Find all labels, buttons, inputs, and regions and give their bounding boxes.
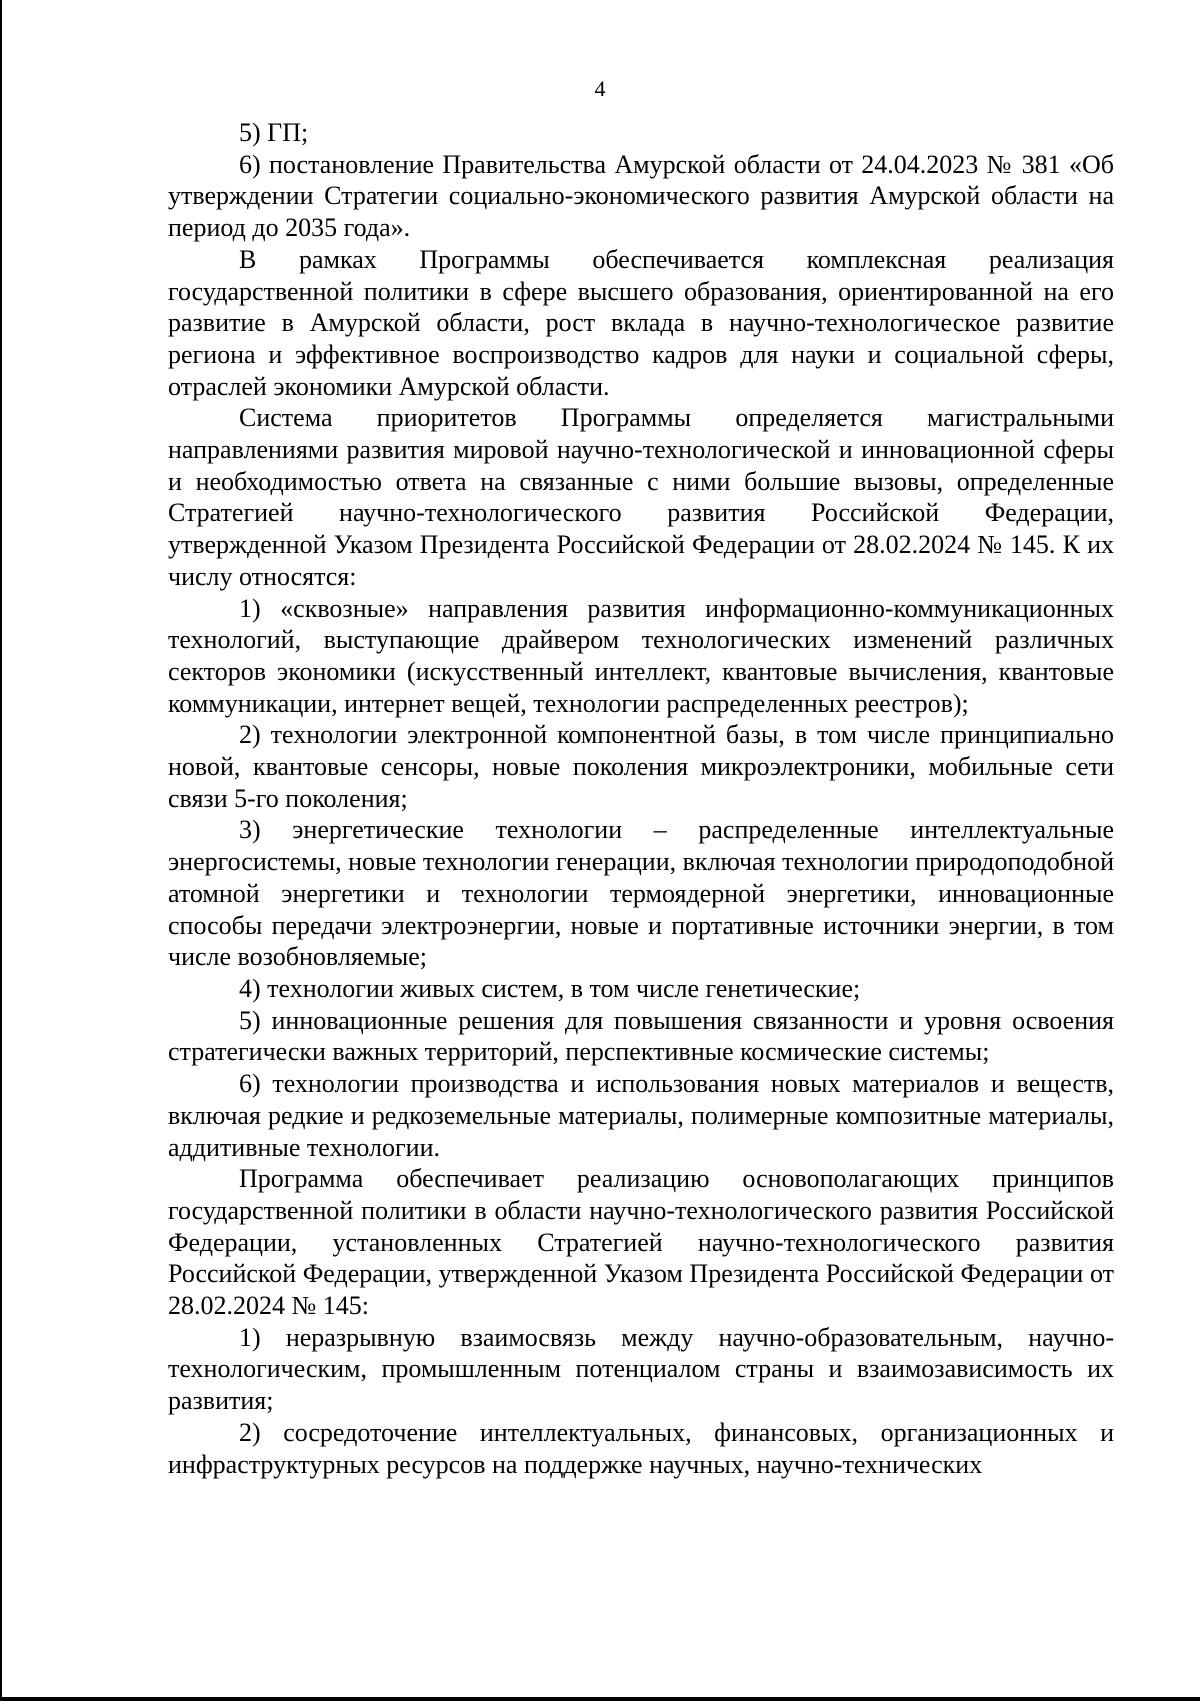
priority-item-4: 4) технологии живых систем, в том числе генетические; — [239, 973, 861, 1003]
page-number: 4 — [594, 76, 606, 101]
priority-item-5: 5) инновационные решения для повышения связанности и уровня освоения стратегически важных территорий, перспективные космические системы; — [168, 1005, 1114, 1067]
principle-item-1: 1) неразрывную взаимосвязь между научно-образовательным, научно-технологическим, промышленным потенциалом страны и взаимозависимость их развития; — [168, 1322, 1114, 1416]
paragraph-principles: Программа обеспечивает реализацию основополагающих принципов государственной политики в области научно-технологического развития Российской Федерации, установленных Стратегией научно-технологического развития Российской Федерации, утвержденной Указом Президента Российской Федерации от 28.02.2024 № 145: — [168, 1164, 1114, 1321]
priority-item-3: 3) энергетические технологии – распределенные интеллектуальные энергосистемы, новые технологии генерации, включая технологии природоподобной атомной энергетики и технологии термоядерной энергетики, инновационные способы передачи электроэнергии, новые и портативные источники энергии, в том числе возобновляемые; — [168, 815, 1114, 972]
document-body — [168, 117, 1114, 1480]
scan-edge-bottom — [0, 1697, 1200, 1701]
list-item-gp: 5) ГП; — [239, 118, 309, 147]
paragraph-priorities: Система приоритетов Программы определяется магистральными направлениями развития мировой научно-технологической и инновационной сферы и необходимостью ответа на связанные с ними большие вызовы, определенные Стратегией научно-технологического развития Российской Федерации, утвержденной Указом Президента Российской Федерации от 28.02.2024 № 145. К их числу относятся: — [168, 403, 1114, 591]
priority-item-6: 6) технологии производства и использования новых материалов и веществ, включая редкие и редкоземельные материалы, полимерные композитные материалы, аддитивные технологии. — [168, 1069, 1114, 1162]
scan-edge-left — [0, 0, 2, 1701]
priority-item-2: 2) технологии электронной компонентной базы, в том числе принципиально новой, квантовые сенсоры, новые поколения микроэлектроники, мобильные сети связи 5-го поколения; — [168, 720, 1114, 813]
list-item-resolution: 6) постановление Правительства Амурской области от 24.04.2023 № 381 «Об утверждении Стратегии социально-экономического развития Амурской области на период до 2035 года». — [168, 149, 1114, 243]
principle-item-2: 2) сосредоточение интеллектуальных, финансовых, организационных и инфраструктурных ресурсов на поддержке научных, научно-технических — [168, 1417, 1114, 1479]
priority-item-1: 1) «сквозные» направления развития информационно-коммуникационных технологий, выступающие драйвером технологических изменений различных секторов экономики (искусственный интеллект, квантовые вычисления, квантовые коммуникации, интернет вещей, технологии распределенных реестров); — [168, 593, 1114, 718]
paragraph-program-scope: В рамках Программы обеспечивается комплексная реализация государственной политики в сфере высшего образования, ориентированной на его развитие в Амурской области, рост вклада в научно-технологическое развитие региона и эффективное воспроизводство кадров для науки и социальной сферы, отраслей экономики Амурской области. — [168, 244, 1114, 401]
